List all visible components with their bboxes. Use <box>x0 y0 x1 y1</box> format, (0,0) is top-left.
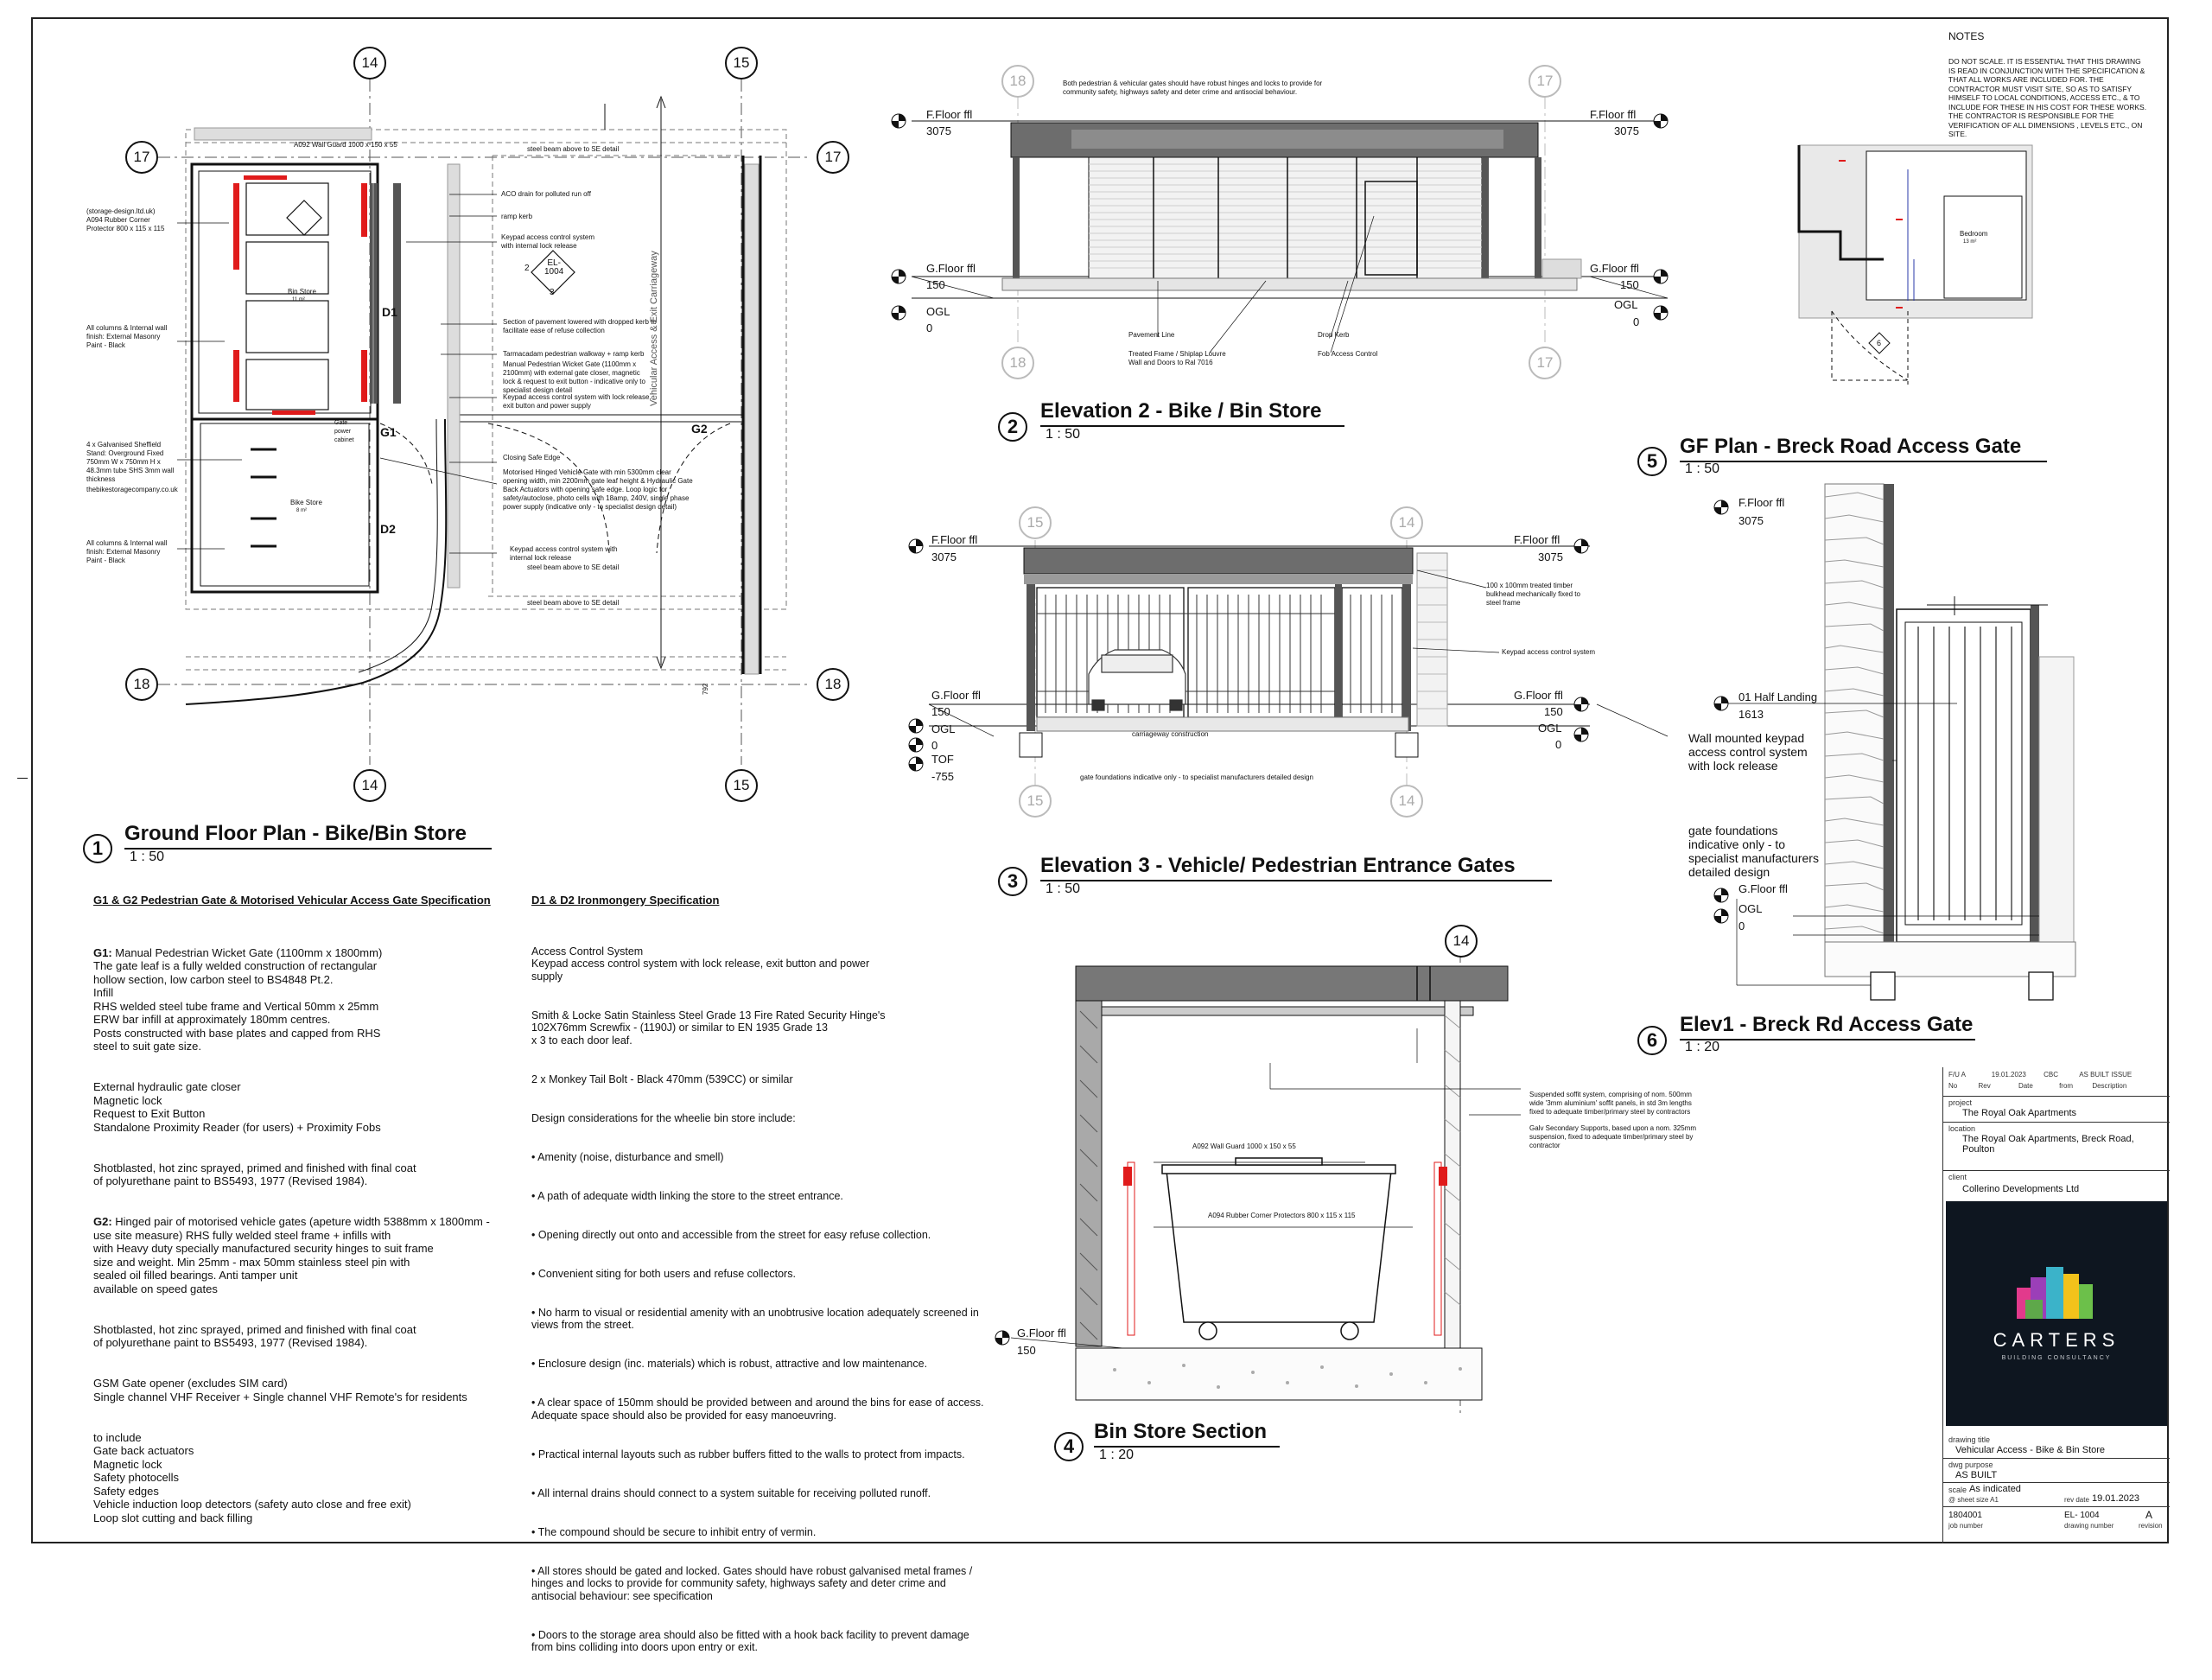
carters-logo-name: CARTERS <box>1993 1329 2120 1351</box>
elev2-drop-kerb: Drop Kerb <box>1318 331 1350 339</box>
elev3-ffloor-left: F.Floor ffl <box>931 533 978 546</box>
plan-bikestorage-url: thebikestoragecompany.co.uk <box>86 486 178 493</box>
plan-storage-design: (storage-design.ltd.uk) A094 Rubber Corner Protector 800 x 115 x 115 <box>86 207 165 232</box>
plan-bike-store-area: 8 m² <box>296 508 307 513</box>
elev2-ogl-left-val: 0 <box>926 321 933 334</box>
tb-project-label: project <box>1948 1098 1973 1107</box>
grid-bubble-14-bottom: 14 <box>353 769 386 802</box>
tb-sheet-size: @ sheet size A1 <box>1948 1496 1999 1504</box>
tb-drawing-title-label: drawing title <box>1948 1435 1991 1444</box>
elev2-ogl-right-val: 0 <box>1633 315 1640 328</box>
plan-bin-store-area: 11 m² <box>292 297 305 302</box>
tb-head-no: No <box>1948 1082 1958 1090</box>
tb-rev-row <box>1948 1071 2132 1079</box>
spec-mid-body <box>531 932 1015 1680</box>
view-6-title-underline <box>1680 1039 1975 1040</box>
elev3-grid-14-bottom: 14 <box>1390 785 1423 818</box>
elev2-gfloor-left-val: 150 <box>926 278 945 291</box>
plan-manual-gate: Manual Pedestrian Wicket Gate (1100mm x 2100mm) with external gate closer, magnetic lock & request to exit button - indicative only to specialist design detail <box>503 360 645 394</box>
spec-g1-body: Manual Pedestrian Wicket Gate (1100mm x 1800mm) The gate leaf is a fully welded construction of rectangular hollow section, low carbon steel to BS4848 Pt.2. Infill RHS welded steel tube frame and Vertical 50mm x 25mm ERW bar infill at approximately 180mm centres. Posts constructed with base plates and capped from RHS steel to suit gate size. <box>93 945 383 1053</box>
elev2-ogl-left: OGL <box>926 305 950 318</box>
elev6-ogl: OGL <box>1738 902 1763 915</box>
spec-left-p3: Shotblasted, hot zinc sprayed, primed and finished with final coat of polyurethane paint to BS5493, 1977 (Revised 1984). <box>93 1161 416 1187</box>
elev2-top-note: Both pedestrian & vehicular gates should have robust hinges and locks to provide for community safety, highways safety and deter crime and antisocial behaviour. <box>1063 80 1323 96</box>
plan5-bedroom: Bedroom <box>1960 230 1988 238</box>
plan-keypad-2: Keypad access control system with lock release, exit button and power supply <box>503 393 652 410</box>
tb-revision: A <box>2145 1509 2153 1521</box>
notes-heading: NOTES <box>1948 30 1985 42</box>
spec-mid-p8: • Convenient siting for both users and refuse collectors. <box>531 1267 796 1280</box>
spec-mid-p15: • All stores should be gated and locked. Gates should have robust galvanised metal frames / hinges and locks to provide for community safety, highways safety and deter crime and antisocial behaviour: see specification <box>531 1564 973 1602</box>
tb-revdate-label: rev date <box>2064 1496 2089 1504</box>
spec-g1-label: G1: <box>93 945 112 959</box>
elev3-gfloor-left-val: 150 <box>931 705 950 718</box>
elev3-grid-15-bottom: 15 <box>1019 785 1052 818</box>
view-2-number: 2 <box>998 412 1027 442</box>
plan-ramp-label: ramp kerb <box>501 213 533 220</box>
notes-body: DO NOT SCALE. IT IS ESSENTIAL THAT THIS DRAWING IS READ IN CONJUNCTION WITH THE SPECIFICATION & THAT ALL WORKS ARE INCLUDED FOR. THE CONTRACTOR MUST VISIT SITE, SO AS TO SATISFY HIMSELF TO LOCAL CONDITIONS, ACCESS ETC., & TO INCLUDE FOR THESE IN HIS COST FOR THESE WORKS. THE CONTRACTOR IS RESPONSIBLE FOR THE VERIFICATION OF ALL DIMENSIONS , LEVELS ETC., ON SITE. <box>1948 57 2147 138</box>
title-block <box>1942 1067 2170 1543</box>
tb-client-label: client <box>1948 1173 1967 1181</box>
tb-drawing-label: drawing number <box>2064 1522 2114 1530</box>
spec-g2-label: G2: <box>93 1215 112 1228</box>
carters-building-icon <box>2013 1262 2100 1322</box>
spec-mid-p4: Design considerations for the wheelie bin store include: <box>531 1111 796 1124</box>
grid-bubble-14-top: 14 <box>353 47 386 80</box>
plan-door-d2: D2 <box>380 522 396 536</box>
elev6-ffloor-val: 3075 <box>1738 514 1764 527</box>
plan-door-d1: D1 <box>382 305 397 319</box>
sect4-wall-guard: A092 Wall Guard 1000 x 150 x 55 <box>1192 1142 1296 1150</box>
elev2-ffloor-left: F.Floor ffl <box>926 108 973 121</box>
plan-closing-edge: Closing Safe Edge <box>503 454 561 461</box>
elev2-fob-access: Fob Access Control <box>1318 350 1378 358</box>
elev2-ffloor-right: F.Floor ffl <box>1590 108 1637 121</box>
tb-rev-desc: AS BUILT ISSUE <box>2079 1071 2133 1079</box>
plan-keypad-1: Keypad access control system with internal lock release <box>501 233 595 250</box>
tb-location: The Royal Oak Apartments, Breck Road, Poulton <box>1962 1134 2134 1155</box>
spec-mid-p7: • Opening directly out onto and accessible from the street for easy refuse collection. <box>531 1228 931 1241</box>
elev3-ogl-right-val: 0 <box>1555 738 1562 751</box>
view-1-number: 1 <box>83 834 112 863</box>
plan-steel-beam-top: steel beam above to SE detail <box>527 145 620 153</box>
tb-divider-4 <box>1943 1458 2170 1459</box>
elev3-tof-val: -755 <box>931 770 955 783</box>
sect4-galv-note: Galv Secondary Supports, based upon a nom. 325mm suspension, fixed to adequate timber/primary steel by contractor <box>1529 1124 1696 1149</box>
view-6-number: 6 <box>1637 1026 1667 1055</box>
spec-mid-p1: Access Control System Keypad access control system with lock release, exit button and power supply <box>531 945 870 983</box>
tb-head-date: Date <box>2018 1082 2033 1090</box>
spec-mid-p6: • A path of adequate width linking the store to the street entrance. <box>531 1189 843 1202</box>
spec-mid-p9: • No harm to visual or residential amenity with an unobtrusive location adequately screened in views from the street. <box>531 1306 979 1331</box>
elev3-ogl-right: OGL <box>1538 722 1562 735</box>
view-3-title: Elevation 3 - Vehicle/ Pedestrian Entrance Gates <box>1040 854 1516 877</box>
elev2-ffloor-left-val: 3075 <box>926 124 951 137</box>
view-4-title: Bin Store Section <box>1094 1420 1268 1443</box>
spec-mid-heading: D1 & D2 Ironmongery Specification <box>531 894 720 907</box>
elev2-treated-frame: Treated Frame / Shiplap Louvre Wall and Doors to Ral 7016 <box>1128 350 1226 366</box>
plan-gate-g2: G2 <box>691 422 708 436</box>
elev2-gfloor-right-val: 150 <box>1620 278 1639 291</box>
sect4-gfloor: G.Floor ffl <box>1017 1327 1066 1340</box>
sect4-soffit-note: Suspended soffit system, comprising of nom. 500mm wide '3mm aluminium' soffit panels, in std 3m lengths fixed to adequate timber/primary steel by contractors <box>1529 1091 1692 1116</box>
plan-steel-beam-bottom: steel beam above to SE detail <box>527 599 620 607</box>
plan-aco-label: ACO drain for polluted run off <box>501 190 591 198</box>
plan-steel-beam-mid: steel beam above to SE detail <box>527 563 620 571</box>
elev6-foundations: gate foundations indicative only - to specialist manufacturers detailed design <box>1688 824 1819 879</box>
grid-bubble-15-bottom: 15 <box>725 769 758 802</box>
elev3-ffloor-right-val: 3075 <box>1538 550 1563 563</box>
plan-keypad-3: Keypad access control system with internal lock release <box>510 545 618 562</box>
tb-divider-1 <box>1943 1096 2170 1097</box>
tb-purpose: AS BUILT <box>1955 1470 1998 1480</box>
elev2-ogl-right: OGL <box>1614 298 1638 311</box>
spec-g2-body: Hinged pair of motorised vehicle gates (apeture width 5388mm x 1800mm - use site measure) RHS fully welded steel frame + infills with with Heavy duty specially manufactured security hinges to suit frame size and weight. Min 25mm - max 50mm stainless steel pin with sealed oil filled bearings. Anti tamper unit available on speed gates <box>93 1215 490 1295</box>
view-4-number: 4 <box>1054 1432 1084 1461</box>
elev2-gfloor-right: G.Floor ffl <box>1590 262 1639 275</box>
tb-head-rev: Rev <box>1978 1082 1991 1090</box>
plan-wall-guard-label: A092 Wall Guard 1000 x 150 x 55 <box>294 141 397 149</box>
spec-mid-p16: • Doors to the storage area should also be fitted with a hook back facility to prevent damage from bins colliding into doors upon entry or exit. <box>531 1628 969 1653</box>
spec-left-p2: External hydraulic gate closer Magnetic lock Request to Exit Button Standalone Proximity Reader (for users) + Proximity Fobs <box>93 1080 381 1134</box>
plan-columns-2: All columns & Internal wall finish: External Masonry Paint - Black <box>86 539 168 564</box>
tb-job-label: job number <box>1948 1522 1984 1530</box>
view-5-number: 5 <box>1637 447 1667 476</box>
elev3-keypad: Keypad access control system <box>1502 648 1596 656</box>
view-6-title: Elev1 - Breck Rd Access Gate <box>1680 1013 1974 1036</box>
spec-mid-p10: • Enclosure design (inc. materials) which is robust, attractive and low maintenance. <box>531 1358 928 1370</box>
tb-rev-by: CBC <box>2044 1071 2058 1079</box>
elev3-carriageway: carriageway construction <box>1132 730 1209 738</box>
plan-columns-1: All columns & Internal wall finish: External Masonry Paint - Black <box>86 324 168 349</box>
elev3-ogl-left: OGL <box>931 722 956 735</box>
plan-el-tag-bottom: 3 <box>550 288 555 297</box>
carters-logo-sub: BUILDING CONSULTANCY <box>2001 1355 2112 1361</box>
grid-bubble-18-left: 18 <box>125 668 158 701</box>
tb-client: Collerino Developments Ltd <box>1962 1184 2080 1194</box>
tb-divider-2 <box>1943 1122 2170 1123</box>
elev3-ogl-left-val: 0 <box>931 739 938 752</box>
view-4-scale: 1 : 20 <box>1099 1448 1135 1462</box>
elev3-gfloor-left: G.Floor ffl <box>931 689 981 702</box>
tb-project: The Royal Oak Apartments <box>1962 1108 2077 1118</box>
spec-mid-p2: Smith & Locke Satin Stainless Steel Grade 13 Fire Rated Security Hinge's 102X76mm Screwfix - (1190J) or similar to EN 1935 Grade 13 x 3 to each door leaf. <box>531 1009 886 1047</box>
grid-bubble-15-top: 15 <box>725 47 758 80</box>
grid-bubble-17-left: 17 <box>125 141 158 174</box>
tb-rev-date: 19.01.2023 <box>1991 1071 2026 1079</box>
elev6-keypad: Wall mounted keypad access control system with lock release <box>1688 731 1808 773</box>
elev2-grid-18-bottom: 18 <box>1001 347 1034 379</box>
tb-rev-headers <box>1948 1082 2126 1090</box>
spec-left-p7: to include Gate back actuators Magnetic lock Safety photocells Safety edges Vehicle induction loop detectors (safety auto close and free exit) Loop slot cutting and back filling <box>93 1430 411 1524</box>
plan-tarmac: Tarmacadam pedestrian walkway + ramp kerb <box>503 350 645 358</box>
tb-revision-label: revision <box>2139 1522 2163 1530</box>
elev3-tof: TOF <box>931 753 954 766</box>
view-1-scale: 1 : 50 <box>130 850 165 864</box>
spec-mid-p3: 2 x Monkey Tail Bolt - Black 470mm (539CC) or similar <box>531 1072 793 1085</box>
plan-bin-store-label: Bin Store <box>288 288 316 296</box>
elev2-ffloor-right-val: 3075 <box>1614 124 1639 137</box>
elev2-grid-17-top: 17 <box>1529 65 1561 98</box>
tb-revdate: 19.01.2023 <box>2092 1493 2140 1504</box>
spec-left-p6: GSM Gate opener (excludes SIM card) Single channel VHF Receiver + Single channel VHF Remote's for residents <box>93 1377 467 1403</box>
spec-mid-p12: • Practical internal layouts such as rubber buffers fitted to the walls to protect from impacts. <box>531 1448 965 1460</box>
elev3-grid-15-top: 15 <box>1019 506 1052 539</box>
view-5-title: GF Plan - Breck Road Access Gate <box>1680 435 2022 458</box>
plan-gate-g1: G1 <box>380 425 397 439</box>
tb-divider-5 <box>1943 1482 2170 1483</box>
elev6-half-landing-val: 1613 <box>1738 708 1764 721</box>
grid-bubble-17-right: 17 <box>817 141 849 174</box>
spec-left-heading: G1 & G2 Pedestrian Gate & Motorised Vehicular Access Gate Specification <box>93 894 491 907</box>
elev6-ogl-val: 0 <box>1738 920 1745 932</box>
plan-dim-792: 792 <box>702 683 709 695</box>
tb-divider-3 <box>1943 1170 2170 1171</box>
view-2-title: Elevation 2 - Bike / Bin Store <box>1040 399 1322 423</box>
spec-mid-p13: • All internal drains should connect to a system suitable for receiving polluted runoff. <box>531 1486 931 1499</box>
elev3-gfloor-right-val: 150 <box>1544 705 1563 718</box>
tb-scale-label: scale <box>1948 1486 1967 1494</box>
tb-head-from: from <box>2059 1082 2074 1090</box>
tb-rev-num: F/U A <box>1948 1071 1966 1079</box>
carters-logo <box>1946 1201 2167 1426</box>
view-3-scale: 1 : 50 <box>1046 881 1081 896</box>
tb-scale: As indicated <box>1969 1484 2021 1494</box>
elev3-timber-bulkhead: 100 x 100mm treated timber bulkhead mechanically fixed to steel frame <box>1486 582 1580 607</box>
tb-head-desc: Description <box>2092 1082 2127 1090</box>
plan-bike-store-label: Bike Store <box>290 499 322 506</box>
plan-el-tag-top: EL- 1004 <box>544 258 564 277</box>
sect4-gfloor-val: 150 <box>1017 1344 1036 1357</box>
elev6-half-landing: 01 Half Landing <box>1738 690 1818 703</box>
spec-mid-p14: • The compound should be secure to inhibit entry of vermin. <box>531 1525 817 1538</box>
plan-el-tag-num: 2 <box>524 264 530 273</box>
tb-drawing-title: Vehicular Access - Bike & Bin Store <box>1955 1445 2106 1455</box>
spec-left-body <box>93 932 499 1552</box>
plan5-tag: 6 <box>1877 339 1882 347</box>
plan5-bedroom-area: 13 m² <box>1963 239 1977 245</box>
elev2-pavement-line: Pavement Line <box>1128 331 1175 339</box>
elev2-gfloor-left: G.Floor ffl <box>926 262 976 275</box>
plan-motorised-gate: Motorised Hinged Vehicle Gate with min 5300mm clear opening width, min 2200mm gate leaf height & Hydraulic Gate Back Actuators with opening safe edge. Loop logic for safety/autoclose, photo cells with 18amp, 240V, single phase power supply (indicative only - to specialist design detail) <box>503 468 693 511</box>
spec-mid-p11: • A clear space of 150mm should be provided between and around the bins for ease of access. Adequate space should also be provided for easy manoeuvring. <box>531 1397 984 1422</box>
tb-location-label: location <box>1948 1124 1976 1133</box>
view-6-scale: 1 : 20 <box>1685 1040 1720 1054</box>
elev2-grid-18-top: 18 <box>1001 65 1034 98</box>
view-1-title: Ground Floor Plan - Bike/Bin Store <box>124 822 467 845</box>
plan-section-pavement: Section of pavement lowered with dropped kerb to facilitate ease of refuse collection <box>503 318 657 334</box>
plan-gate-power-cabinet: Gate power cabinet <box>334 420 354 443</box>
elev6-ffloor: F.Floor ffl <box>1738 496 1785 509</box>
elev3-ffloor-right: F.Floor ffl <box>1514 533 1560 546</box>
tb-drawing-number: EL- 1004 <box>2064 1511 2100 1520</box>
tb-job-number: 1804001 <box>1948 1511 1982 1520</box>
tb-divider-6 <box>1943 1506 2170 1507</box>
tb-purpose-label: dwg purpose <box>1948 1460 1993 1469</box>
elev2-grid-17-bottom: 17 <box>1529 347 1561 379</box>
grid-bubble-18-right: 18 <box>817 668 849 701</box>
elev6-gfloor: G.Floor ffl <box>1738 882 1788 895</box>
view-2-scale: 1 : 50 <box>1046 427 1081 442</box>
plan-sheffield-stand: 4 x Galvanised Sheffield Stand: Overground Fixed 750mm W x 750mm H x 48.3mm tube SHS 3mm wall thickness <box>86 441 175 483</box>
sect4-grid-14: 14 <box>1445 925 1478 958</box>
elev3-foundations: gate foundations indicative only - to specialist manufacturers detailed design <box>1080 773 1313 781</box>
view-5-scale: 1 : 50 <box>1685 461 1720 476</box>
spec-left-p5: Shotblasted, hot zinc sprayed, primed and finished with final coat of polyurethane paint to BS5493, 1977 (Revised 1984). <box>93 1322 416 1349</box>
elev3-grid-14-top: 14 <box>1390 506 1423 539</box>
plan-vehicular-access-label: Vehicular Access & Exit Carriageway <box>649 251 659 406</box>
spec-mid-p5: • Amenity (noise, disturbance and smell) <box>531 1150 724 1163</box>
sect4-rubber-protectors: A094 Rubber Corner Protectors 800 x 115 x 115 <box>1208 1212 1356 1219</box>
view-3-number: 3 <box>998 867 1027 896</box>
elev3-ffloor-left-val: 3075 <box>931 550 957 563</box>
elev3-gfloor-right: G.Floor ffl <box>1514 689 1563 702</box>
